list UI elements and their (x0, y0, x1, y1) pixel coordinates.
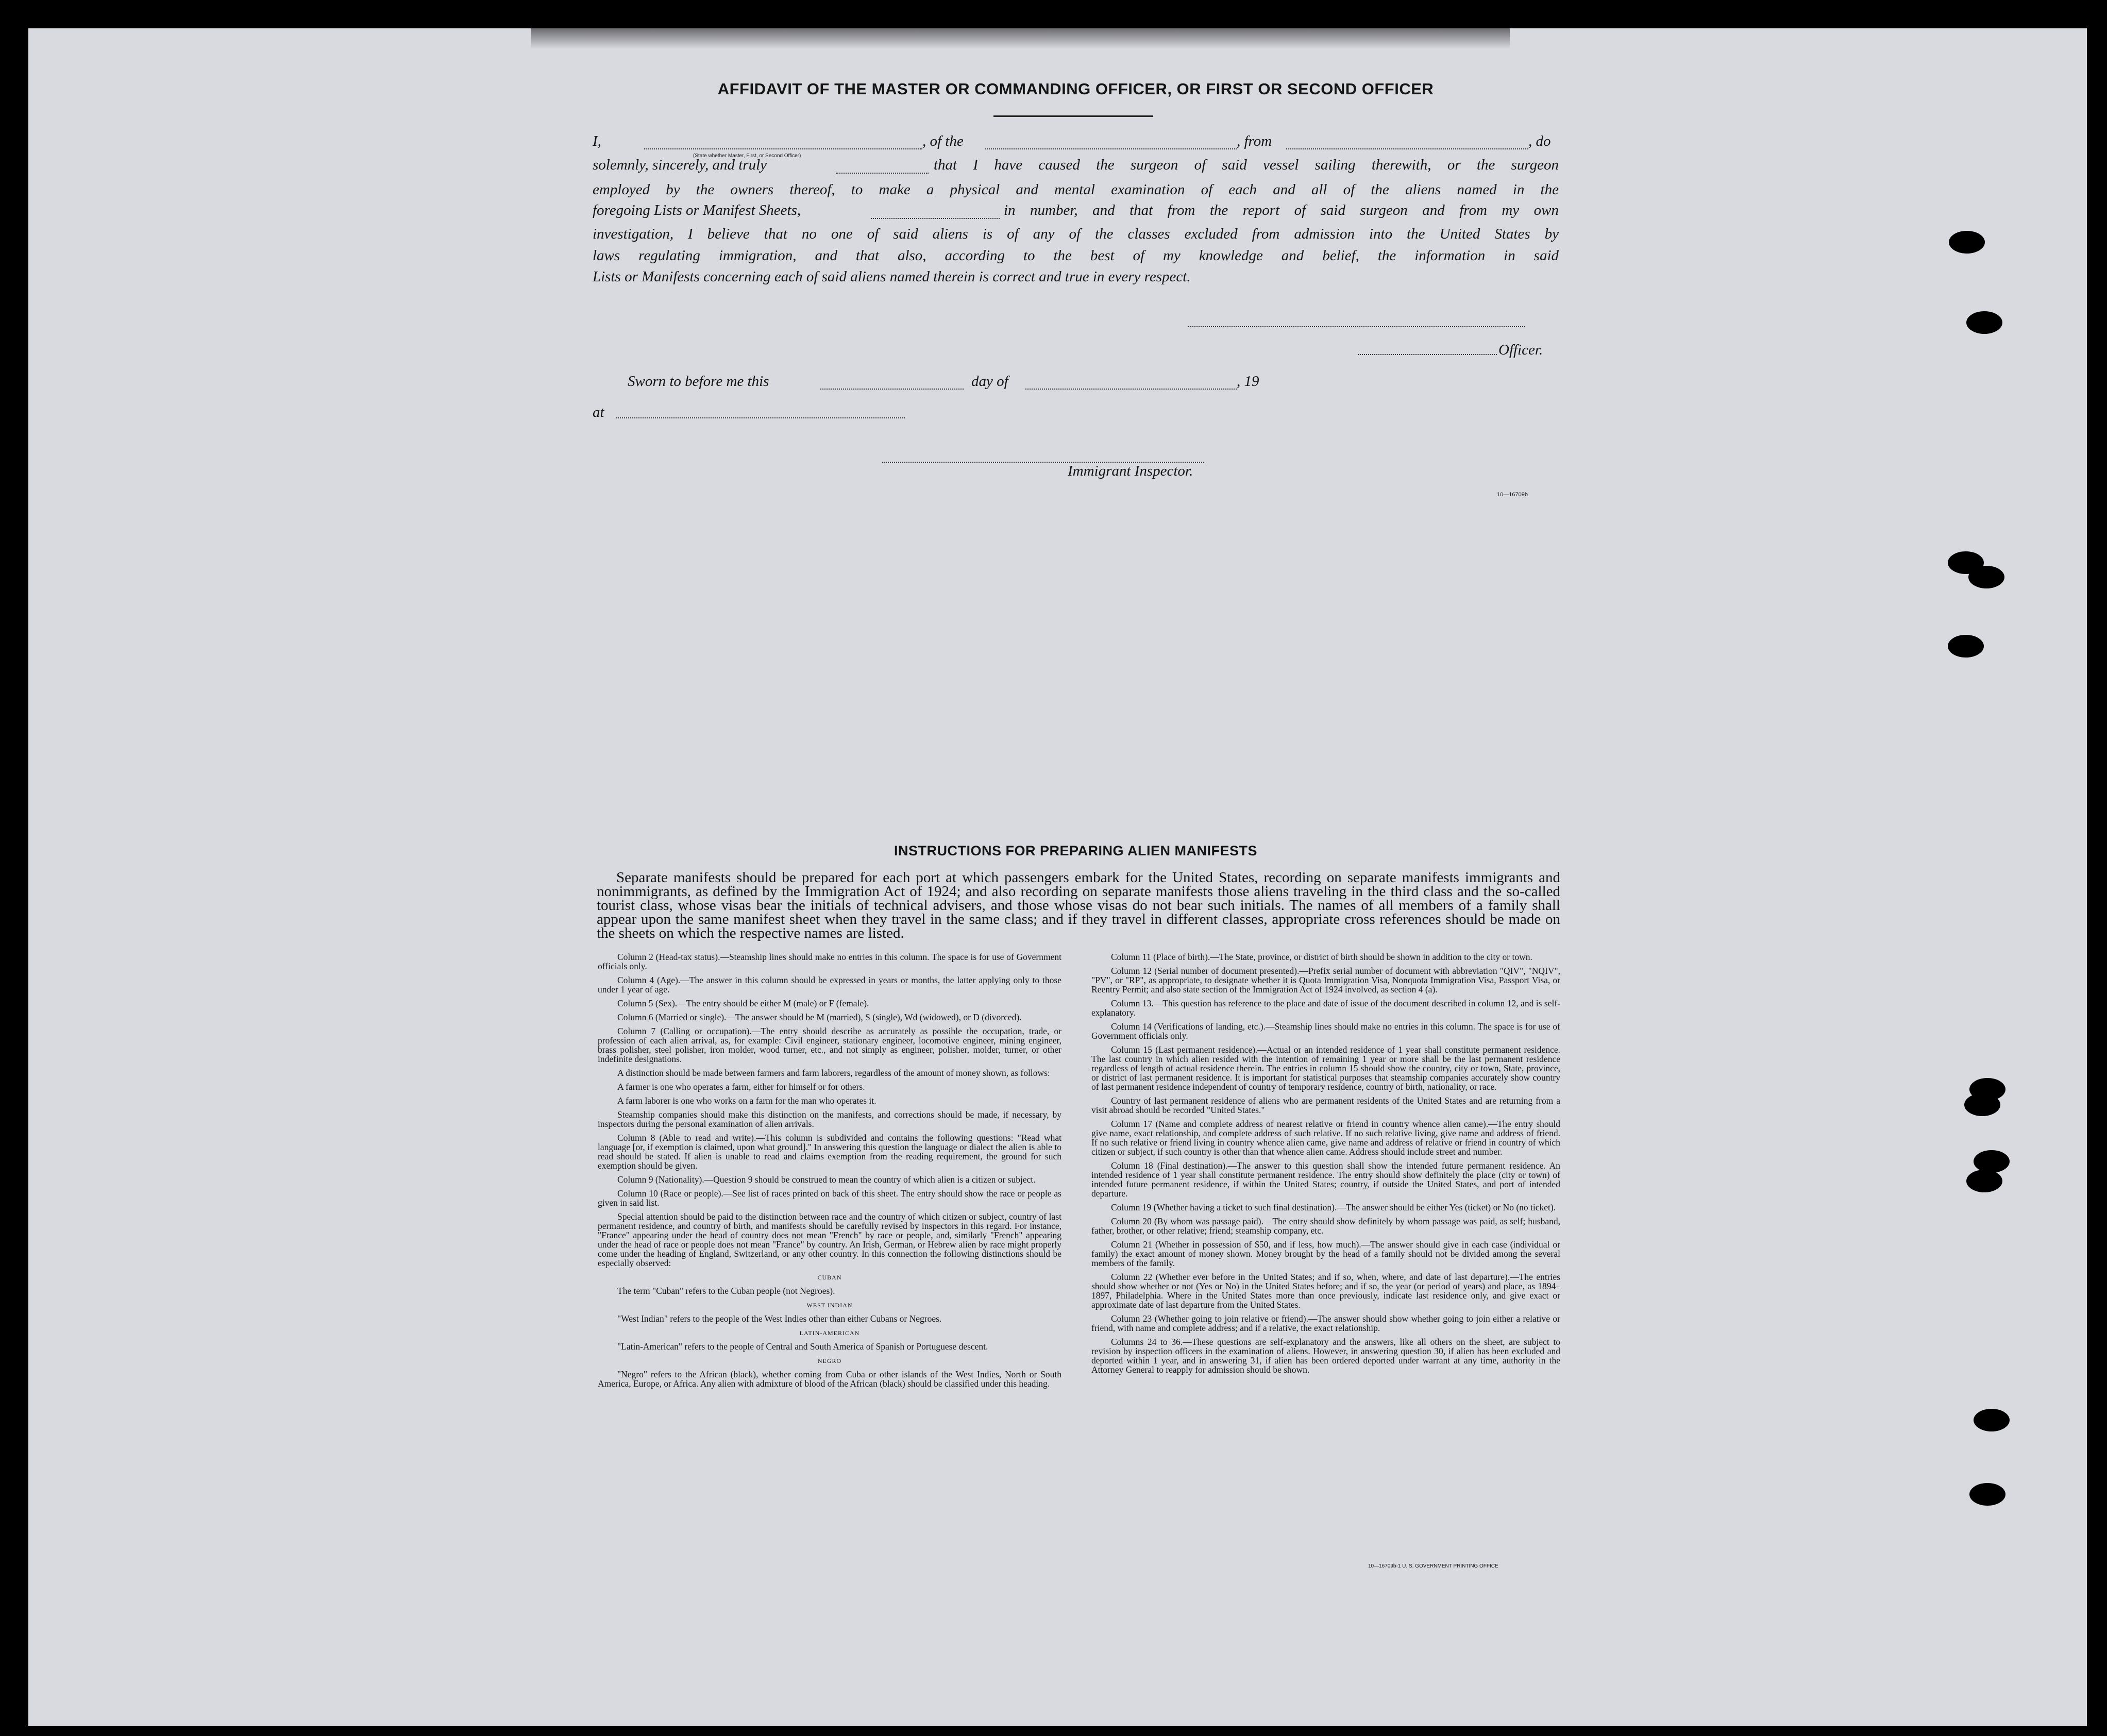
left-paragraph: A farmer is one who operates a farm, either for himself or for others. (617, 1082, 865, 1092)
left-paragraph: Column 5 (Sex).—The entry should be either M (male) or F (female). (617, 998, 869, 1008)
inspector-label: Immigrant Inspector. (1068, 463, 1193, 479)
right-paragraph: Column 18 (Final destination).—The answer to this question shall show the intended future permanent residence. An intended residence of 1 year shall constitute permanent residence. The entry should show definitely the place (city or town) of intended future permanent residence, if within the United States; country, if outside the United States, and port of intended departure. (1091, 1160, 1560, 1199)
west-indian-text: "West Indian" refers to the people of the West Indies other than either Cubans or Negroes. (617, 1313, 942, 1324)
affidavit-line3: employed by the owners thereof, to make a physical and mental examination of each and all of the aliens named in the (593, 181, 1559, 198)
right-paragraph: Column 12 (Serial number of document presented).—Prefix serial number of document with abbreviation "QIV", "NQIV", "PV", or "RP", as appropriate, to designate whether it is Quota Immigration Visa, Nonquota Immigration Visa, Passport Visa, or Reentry Permit; and also state section of the Immigration Act of 1924 involved, as section 4 (a). (1091, 966, 1560, 995)
sworn-label: Sworn to before me this (628, 373, 769, 390)
left-paragraph: Column 9 (Nationality).—Question 9 should be construed to mean the country of which alien is a citizen or subject. (617, 1174, 1036, 1185)
affidavit-line6: laws regulating immigration, and that also, according to the best of my knowledge and belief, the information in said (593, 247, 1559, 264)
right-paragraph: Column 19 (Whether having a ticket to such final destination).—The answer should be either Yes (ticket) or No (no ticket). (1111, 1202, 1556, 1212)
binding-hole (1969, 1483, 2005, 1506)
binding-hole (1968, 566, 2004, 588)
sheet-edge-shadow (531, 28, 1510, 49)
binding-hole (1964, 1093, 2000, 1116)
rank-note: (State whether Master, First, or Second Officer) (693, 153, 801, 159)
west-indian-heading: WEST INDIAN (806, 1302, 853, 1309)
sworn-day-blank (820, 389, 964, 390)
binding-hole (1966, 1170, 2002, 1192)
signature-line (1188, 326, 1525, 327)
right-paragraph: Columns 24 to 36.—These questions are self-explanatory and the answers, like all others on the sheet, are subject to revision by inspection officers in the examination of aliens. However, in answering question 30, if alien has been excluded and deported within 1 year, and in answering 31, if alien has been ordered deported under warrant at any time, authority in the Attorney General to reapply for admission should be shown. (1091, 1337, 1560, 1375)
right-paragraph: Country of last permanent residence of aliens who are permanent residents of the United States and are returning from a visit abroad should be recorded "United States." (1091, 1095, 1560, 1115)
right-paragraph: Column 21 (Whether in possession of $50, and if less, how much).—The answer should give in each case (individual or family) the exact amount of money shown. Money brought by the head of a family should not be divided among the several members of the family. (1091, 1239, 1560, 1268)
form-number: 10—16709b (1497, 492, 1528, 498)
left-paragraph: Column 4 (Age).—The answer in this column should be expressed in years or months, the latter applying only to those under 1 year of age. (598, 975, 1061, 995)
instructions-right-column (1091, 952, 1560, 1379)
left-paragraph: Column 10 (Race or people).—See list of races printed on back of this sheet. The entry should show the race or people as given in said list. (598, 1188, 1061, 1208)
title-underline (993, 115, 1153, 117)
binding-hole (1974, 1150, 2010, 1173)
negro-text: "Negro" refers to the African (black), whether coming from Cuba or other islands of the West Indies, North or South America, Europe, or Africa. Any alien with admixture of blood of the African (black) should be classified under this heading. (598, 1369, 1061, 1389)
negro-heading: NEGRO (817, 1357, 842, 1364)
left-paragraph: Column 6 (Married or single).—The answer should be M (married), S (single), Wd (widowed), or D (divorced). (617, 1012, 1022, 1022)
officer-rank-blank (644, 148, 922, 149)
binding-hole (1949, 231, 1985, 254)
at-label: at (593, 404, 604, 420)
left-paragraph: A distinction should be made between farmers and farm laborers, regardless of the amount of money shown, as follows: (617, 1068, 1050, 1078)
cuban-text: The term "Cuban" refers to the Cuban people (not Negroes). (617, 1286, 835, 1296)
officer-blank (1358, 354, 1497, 355)
left-paragraph: Steamship companies should make this distinction on the manifests, and corrections should be made, if necessary, by inspectors during the personal examination of alien arrivals. (598, 1109, 1061, 1129)
swear-blank (836, 173, 929, 174)
right-paragraph: Column 13.—This question has reference to the place and date of issue of the document described in column 12, and is self-explanatory. (1091, 998, 1560, 1018)
affidavit-line4-b: in number, and that from the report of said surgeon and from my own (1004, 202, 1559, 218)
left-paragraph: Special attention should be paid to the distinction between race and the country of which citizen or subject, country of last permanent residence, and country of birth, and manifests should be carefully revised by inspectors in this regard. For instance, "France" appearing under the head of country does not mean "French" by race or people, and, similarly "French" appearing under the head of race or people does not mean "France" by country. An Irish, German, or Hebrew alien by race might properly come under the heading of England, Switzerland, or any other country. In this connection the following distinctions should be especially observed: (598, 1211, 1061, 1268)
binding-hole (1974, 1409, 2010, 1431)
printing-office-footer: 10—16709b-1 U. S. GOVERNMENT PRINTING OFFICE (1368, 1563, 1498, 1569)
binding-hole (1948, 635, 1984, 658)
left-paragraph: Column 8 (Able to read and write).—This column is subdivided and contains the following questions: "Read what language [or, if exemption is claimed, upon what ground]." In answering this question the language or dialect the alien is able to read should be stated. If alien is unable to read and claims exemption from the reading requirement, the ground for such exemption should be given. (598, 1133, 1061, 1171)
cuban-heading: CUBAN (817, 1274, 842, 1281)
affidavit-line7: Lists or Manifests concerning each of said aliens named therein is correct and true in every respect. (593, 268, 1191, 285)
left-paragraph: A farm laborer is one who works on a farm for the man who operates it. (617, 1095, 876, 1106)
affidavit-title: AFFIDAVIT OF THE MASTER OR COMMANDING OFFICER, OR FIRST OR SECOND OFFICER (717, 80, 1434, 98)
left-paragraph: Column 2 (Head-tax status).—Steamship lines should make no entries in this column. The space is for use of Government officials only. (598, 952, 1061, 971)
right-paragraph: Column 17 (Name and complete address of nearest relative or friend in country whence alien came).—The entry should give name, exact relationship, and complete address of such relative. If no such relative living, give name and address of friend. If no such relative or friend living in country whence alien came, give name and address of relative or friend in country of which citizen or subject, if such country is other than that whence alien came. Address should include street and number. (1091, 1119, 1560, 1157)
binding-hole (1966, 311, 2002, 334)
year-label: , 19 (1237, 373, 1259, 390)
affidavit-word-i: I, (593, 133, 601, 149)
left-paragraph: Column 7 (Calling or occupation).—The entry should describe as accurately as possible the occupation, trade, or profession of each alien arrival, as, for example: Civil engineer, stationary engineer, locomotive engineer, mining engineer, brass polisher, steel polisher, iron molder, wood turner, etc., and not simply as engineer, polisher, molder, turner, or other indefinite designations. (598, 1026, 1061, 1064)
affidavit-word-of-the: , of the (922, 133, 964, 149)
right-paragraph: Column 11 (Place of birth).—The State, province, or district of birth should be shown in addition to the city or town. (1111, 952, 1532, 962)
affidavit-line2-a: solemnly, sincerely, and truly (593, 157, 767, 173)
latin-american-heading: LATIN-AMERICAN (799, 1329, 860, 1337)
instructions-intro: Separate manifests should be prepared for each port at which passengers embark for the United States, recording on separate manifests immigrants and nonimmigrants, as defined by the Immigration Act of 1924; and also recording on separate manifests those aliens traveling in the third class and the so-called tourist class, whose visas bear the initials of technical advisers, and those whose visas do not bear such initials. The names of all members of a family shall appear upon the same manifest sheet when they travel in the same class; and if they travel in different classes, appropriate cross references should be made on the sheets on which the respective names are listed. (597, 869, 1560, 941)
right-paragraph: Column 20 (By whom was passage paid).—The entry should show definitely by whom passage was paid, as self; husband, father, brother, or other relative; friend; steamship company, etc. (1091, 1216, 1560, 1236)
instructions-title: INSTRUCTIONS FOR PREPARING ALIEN MANIFESTS (894, 843, 1258, 858)
affidavit-word-do: , do (1528, 133, 1551, 149)
at-place-blank (616, 417, 905, 418)
affidavit-line4-a: foregoing Lists or Manifest Sheets, (593, 202, 801, 218)
day-of-label: day of (971, 373, 1008, 390)
instructions-left-column (598, 952, 1061, 1393)
sworn-month-blank (1025, 389, 1237, 390)
latin-american-text: "Latin-American" refers to the people of Central and South America of Spanish or Portuguese descent. (617, 1341, 988, 1352)
right-paragraph: Column 23 (Whether going to join relative or friend).—The answer should show whether going to join either a relative or friend, with name and complete address; and if a relative, the exact relationship. (1091, 1313, 1560, 1333)
right-paragraph: Column 15 (Last permanent residence).—Actual or an intended residence of 1 year shall constitute permanent residence. The last country in which alien resided with the intention of remaining 1 year or more shall be the last permanent residence regardless of length of actual residence therein. The entries in column 15 should show the country, city or town, State, province, or district of last permanent residence. It is important for statistical purposes that steamship companies accurately show country of last permanent residence independent of country of temporary residence, country of birth, nationality, or race. (1091, 1044, 1560, 1092)
right-paragraph: Column 14 (Verifications of landing, etc.).—Steamship lines should make no entries in this column. The space is for use of Government officials only. (1091, 1021, 1560, 1041)
vessel-blank (985, 148, 1237, 149)
affidavit-line5: investigation, I believe that no one of said aliens is of any of the classes excluded from admission into the United States by (593, 226, 1559, 242)
number-of-aliens-blank (871, 218, 1000, 219)
right-paragraph: Column 22 (Whether ever before in the United States; and if so, when, where, and date of last departure).—The entries should show whether or not (Yes or No) in the United States before; and if so, the year (or period of years) and place, as 1894–1897, Philadelphia. Where in the United States more than once previously, indicate last residence only, and give exact or approximate date of last departure from the United States. (1091, 1272, 1560, 1310)
affidavit-word-from: , from (1237, 133, 1272, 149)
officer-label: Officer. (1498, 342, 1543, 358)
affidavit-line2-b: that I have caused the surgeon of said vessel sailing therewith, or the surgeon (934, 157, 1559, 173)
port-blank (1286, 148, 1528, 149)
